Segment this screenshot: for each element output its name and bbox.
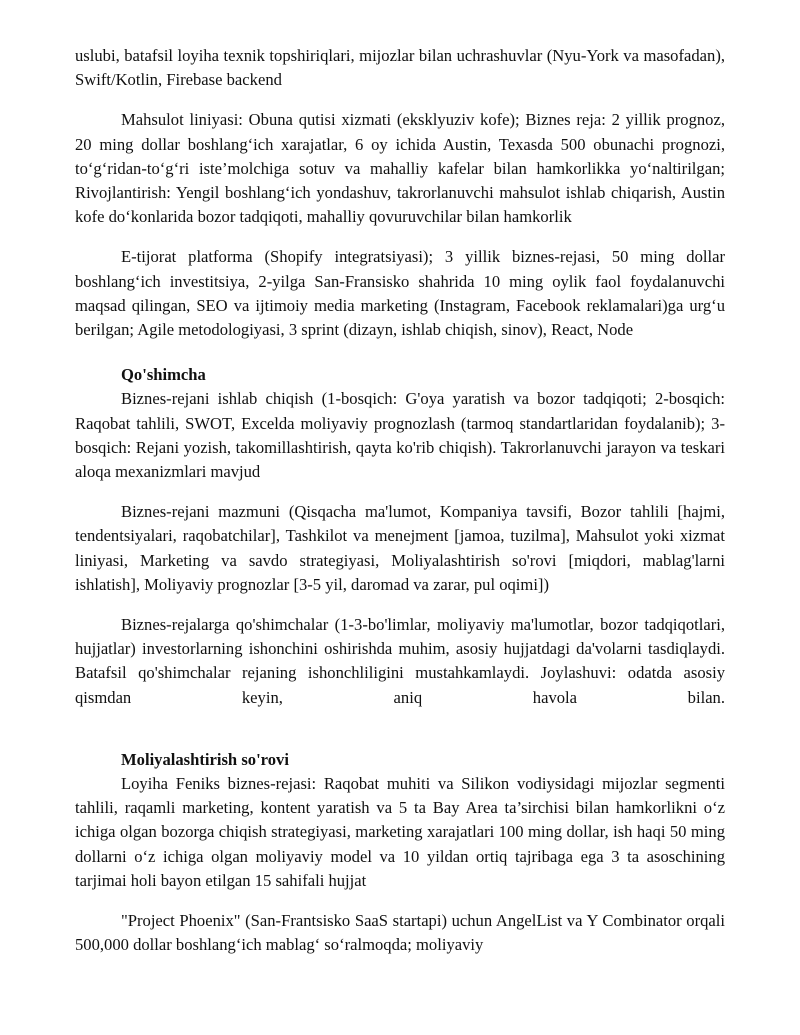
paragraph-product-line: Mahsulot liniyasi: Obuna qutisi xizmati (eksklyuziv kofe); Biznes reja: 2 yillik prognoz, 20 ming dollar boshlang‘ich xarajatlar, 6 oy ichida Austin, Texasda 500 obunachi prognozi, to‘g‘ridan-to‘g‘ri iste’molchiga sotuv va mahalliy kafelar bilan hamkorlikka yo‘naltirilgan; Rivojlantirish: Yengil boshlang‘ich yondashuv, takrorlanuvchi mahsulot ishlab chiqarish, Austin kofe do‘konlarida bozor tadqiqoti, mahalliy qovuruvchilar bilan hamkorlik — [75, 110, 725, 227]
section-heading-funding-request: Moliyalashtirish so'rovi — [121, 749, 289, 769]
document-page — [75, 44, 725, 958]
paragraph-project-phoenix-plan: Loyiha Feniks biznes-rejasi: Raqobat muhiti va Silikon vodiysidagi mijozlar segmenti tahlili, raqamli marketing, kontent yaratish va 5 ta Bay Area ta’sirchisi bilan hamkorlikni o‘z ichiga olgan bozorga chiqish strategiyasi, marketing xarajatlari 100 ming dollar, ish haqi 50 ming dollarni o‘z ichiga olgan moliyaviy model va 10 yildan ortiq tajribaga ega 3 ta asoschining tarjimai holi bayon etilgan 15 sahifali hujjat — [75, 774, 725, 890]
paragraph-business-plan-development: Biznes-rejani ishlab chiqish (1-bosqich: G'oya yaratish va bozor tadqiqoti; 2-bosqich: Raqobat tahlili, SWOT, Excelda moliyaviy prognozlash (tarmoq standartlaridan foydalanib); 3-bosqich: Rejani yozish, takomillashtirish, qayta ko'rib chiqish). Takrorlanuvchi jarayon va teskari aloqa mexanizmlari mavjud — [75, 389, 725, 482]
paragraph-project-phoenix-funding: "Project Phoenix" (San-Frantsisko SaaS startapi) uchun AngelList va Y Combinator orqali 500,000 dollar boshlang‘ich mablag‘ so‘ralmoqda; moliyaviy — [75, 911, 725, 955]
paragraph-ecommerce-platform: E-tijorat platforma (Shopify integratsiyasi); 3 yillik biznes-rejasi, 50 ming dollar boshlang‘ich investitsiya, 2-yilga San-Fransisko shahrida 10 ming oylik faol foydalanuvchi maqsad qilingan, SEO va ijtimoiy media marketing (Instagram, Facebook reklamalari)ga urg‘u berilgan; Agile metodologiyasi, 3 sprint (dizayn, ishlab chiqish, sinov), React, Node — [75, 247, 725, 340]
paragraph-business-plan-contents: Biznes-rejani mazmuni (Qisqacha ma'lumot, Kompaniya tavsifi, Bozor tahlili [hajmi, tendentsiyalari, raqobatchilar], Tashkilot va menejment [jamoa, tuzilma], Mahsulot yoki xizmat liniyasi, Marketing va savdo strategiyasi, Moliyalashtirish so'rovi [miqdori, mablag'larni ishlatish], Moliyaviy prognozlar [3-5 yil, daromad va zarar, pul oqimi]) — [75, 502, 725, 594]
paragraph-continuation: uslubi, batafsil loyiha texnik topshiriqlari, mijozlar bilan uchrashuvlar (Nyu-York va masofadan), Swift/Kotlin, Firebase backend — [75, 46, 725, 90]
paragraph-business-plan-appendices: Biznes-rejalarga qo'shimchalar (1-3-bo'limlar, moliyaviy ma'lumotlar, bozor tadqiqotlari, hujjatlar) investorlarning ishonchini oshirishda muhim, asosiy hujjatdagi da'volarni tasdiqlaydi. Batafsil qo'shimchalar rejaning ishonchliligini mustahkamlaydi. Joylashuvi: odatda asosiy qismdan keyin, aniq havola bilan. — [75, 615, 725, 707]
section-heading-appendix: Qo'shimcha — [121, 365, 206, 385]
